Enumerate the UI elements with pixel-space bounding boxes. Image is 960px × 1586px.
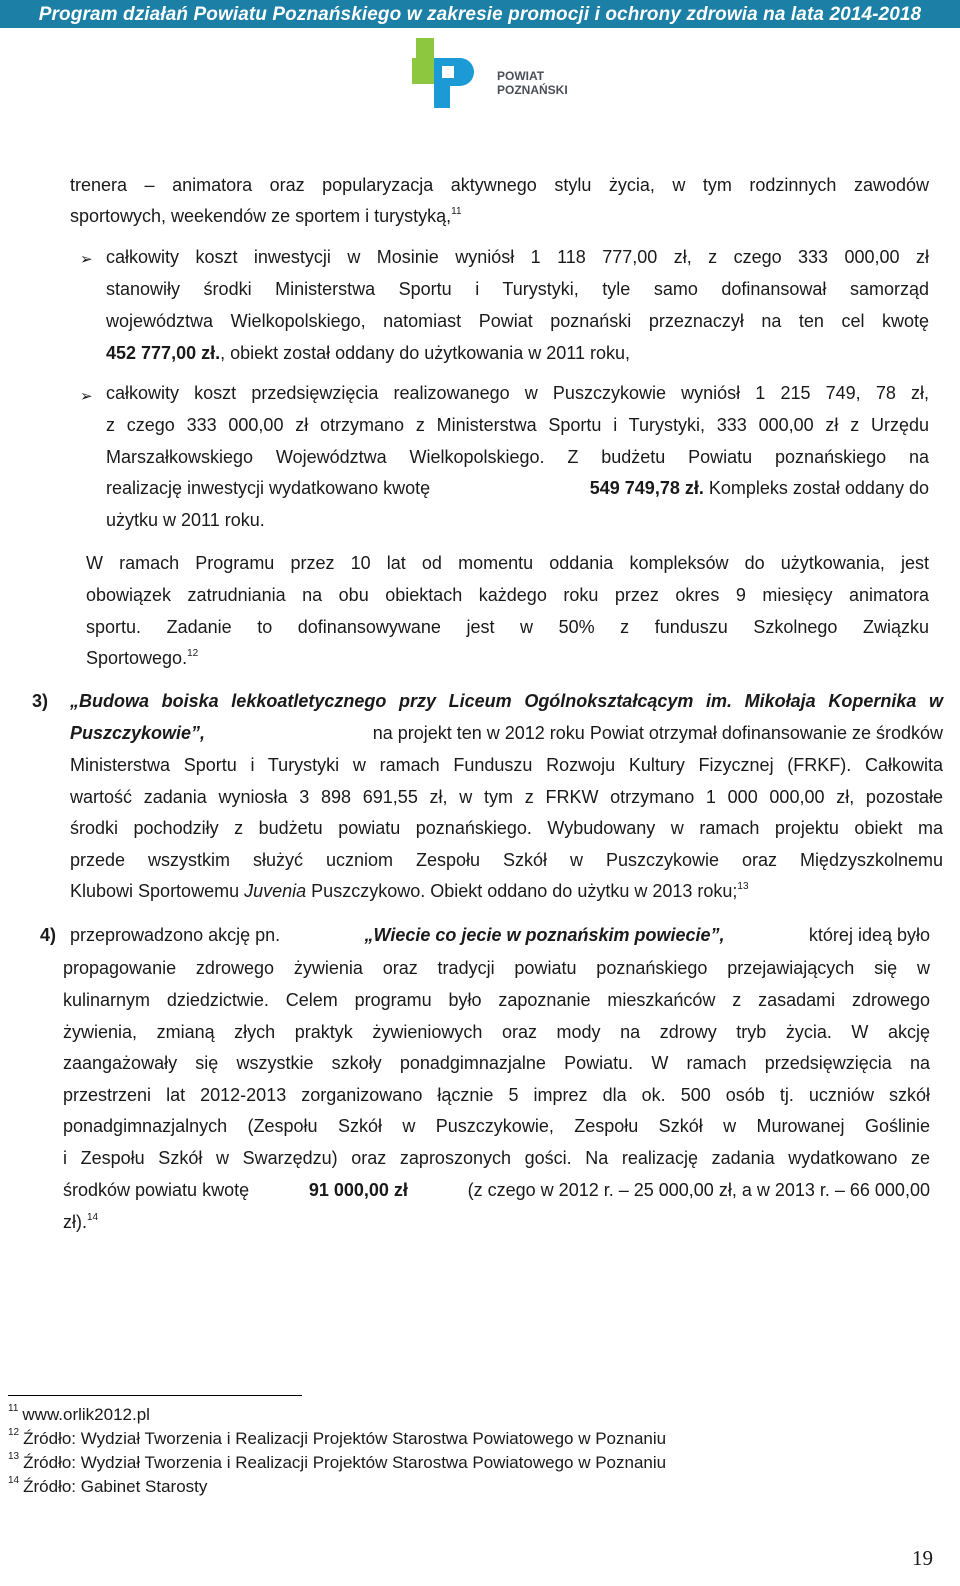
footnote: $^{14}$ Źródło: Gabinet Starosty	[8, 1475, 208, 1496]
text-line: sportu. Zadanie to dofinansowywane jest w 50% z funduszu Szkolnego Związku	[86, 617, 929, 637]
text-line: województwa Wielkopolskiego, natomiast Powiat poznański przeznaczył na ten cel kwotę	[106, 311, 929, 331]
text-line: propagowanie zdrowego żywienia oraz tradycji powiatu poznańskiego przejawiających się w	[63, 958, 930, 978]
text-line: z czego 333 000,00 zł otrzymano z Ministerstwa Sportu i Turystyki, 333 000,00 zł z Urzędu	[106, 415, 929, 435]
text-line: użytku w 2011 roku.	[106, 510, 265, 530]
arrow-bullet-icon: ➢	[80, 388, 93, 405]
text-line: Klubowi Sportowemu Juvenia Puszczykowo. Obiekt oddano do użytku w 2013 roku;$^{13}$	[70, 881, 749, 901]
logo-mark-icon	[412, 38, 482, 110]
footnote: $^{13}$ Źródło: Wydział Tworzenia i Realizacji Projektów Starostwa Powiatowego w Poznaniu	[8, 1451, 667, 1472]
text-line: obowiązek zatrudniania na obu obiektach każdego roku przez okres 9 miesięcy animatora	[86, 585, 929, 605]
text-line: trenera – animatora oraz popularyzacja aktywnego stylu życia, w tym rodzinnych zawodów	[70, 175, 929, 195]
footnote: $^{11}$ www.orlik2012.pl	[8, 1403, 150, 1424]
text-line: przeprowadzono akcję pn. „Wiecie co jecie w poznańskim powiecie”, której ideą było	[70, 925, 930, 945]
footnote-ref: 12	[187, 648, 199, 659]
text-line: środków powiatu kwotę 91 000,00 zł (z czego w 2012 r. – 25 000,00 zł, a w 2013 r. – 66 000,00	[63, 1180, 930, 1200]
text-line: zaangażowały się wszystkie szkoły ponadgimnazjalne Powiatu. W ramach przedsięwzięcia na	[63, 1053, 930, 1073]
text-line: żywienia, zmianą złych praktyk żywieniowych oraz mody na zdrowy tryb życia. W akcję	[63, 1022, 930, 1042]
text-line: środki pochodziły z budżetu powiatu poznańskiego. Wybudowany w ramach projektu obiekt ma	[70, 818, 943, 838]
page-number: 19	[912, 1546, 933, 1570]
text-line: realizację inwestycji wydatkowano kwotę 549 749,78 zł. Kompleks został oddany do	[106, 478, 929, 498]
list-number: 3)	[32, 691, 49, 711]
logo-text-line2: POZNAŃSKI	[497, 83, 568, 97]
text-line: wartość zadania wyniosła 3 898 691,55 zł, w tym z FRKW otrzymano 1 000 000,00 zł, pozostałe	[70, 787, 943, 807]
text-line: kulinarnym dziedzictwie. Celem programu było zapoznanie mieszkańców z zasadami zdrowego	[63, 990, 930, 1010]
text-line: Marszałkowskiego Województwa Wielkopolskiego. Z budżetu Powiatu poznańskiego na	[106, 447, 929, 467]
text-line: i Zespołu Szkół w Swarzędzu) oraz zaproszonych gości. Na realizację zadania wydatkowano ze	[63, 1148, 930, 1168]
footnote-ref: 14	[87, 1212, 99, 1223]
text-line: ponadgimnazjalnych (Zespołu Szkół w Puszczykowie, Zespołu Szkół w Murowanej Goślinie	[63, 1116, 930, 1136]
text-line: sportowych, weekendów ze sportem i turystyką,$^{11}$	[70, 206, 462, 226]
footnote-ref: 13	[737, 881, 749, 892]
text-line: całkowity koszt przedsięwzięcia realizowanego w Puszczykowie wyniósł 1 215 749, 78 zł,	[106, 383, 929, 403]
list-number: 4)	[40, 925, 57, 945]
text-line: przestrzeni lat 2012-2013 zorganizowano łącznie 5 imprez dla ok. 500 osób tj. uczniów szkół	[63, 1085, 930, 1105]
text-line: 452 777,00 zł., obiekt został oddany do użytkowania w 2011 roku,	[106, 343, 631, 363]
powiat-poznanski-logo	[412, 38, 612, 110]
text-line: przede wszystkim służyć uczniom Zespołu Szkół w Puszczykowie oraz Międzyszkolnemu	[70, 850, 943, 870]
footnote: $^{12}$ Źródło: Wydział Tworzenia i Realizacji Projektów Starostwa Powiatowego w Poznaniu	[8, 1427, 667, 1448]
logo-text-line1: POWIAT	[497, 69, 545, 83]
footnote-ref: 11	[451, 206, 462, 217]
arrow-bullet-icon: ➢	[80, 251, 93, 268]
text-line: Ministerstwa Sportu i Turystyki w ramach Funduszu Rozwoju Kultury Fizycznej (FRKF). Całkowita	[70, 755, 943, 775]
document-title: Program działań Powiatu Poznańskiego w zakresie promocji i ochrony zdrowia na lata 2014-2018	[38, 4, 922, 25]
text-line: całkowity koszt inwestycji w Mosinie wyniósł 1 118 777,00 zł, z czego 333 000,00 zł	[106, 247, 929, 267]
text-line: Sportowego.$^{12}$	[86, 648, 199, 668]
text-line: Puszczykowie”, na projekt ten w 2012 roku Powiat otrzymał dofinansowanie ze środków	[70, 723, 943, 743]
footnote-separator	[8, 1395, 302, 1396]
text-line: zł).$^{14}$	[63, 1212, 99, 1232]
section-title: „Budowa boiska lekkoatletycznego przy Liceum Ogólnokształcącym im. Mikołaja Kopernika w	[70, 691, 943, 711]
text-line: stanowiły środki Ministerstwa Sportu i Turystyki, tyle samo dofinansował samorząd	[106, 279, 929, 299]
text-line: W ramach Programu przez 10 lat od momentu oddania kompleksów do użytkowania, jest	[86, 553, 929, 573]
